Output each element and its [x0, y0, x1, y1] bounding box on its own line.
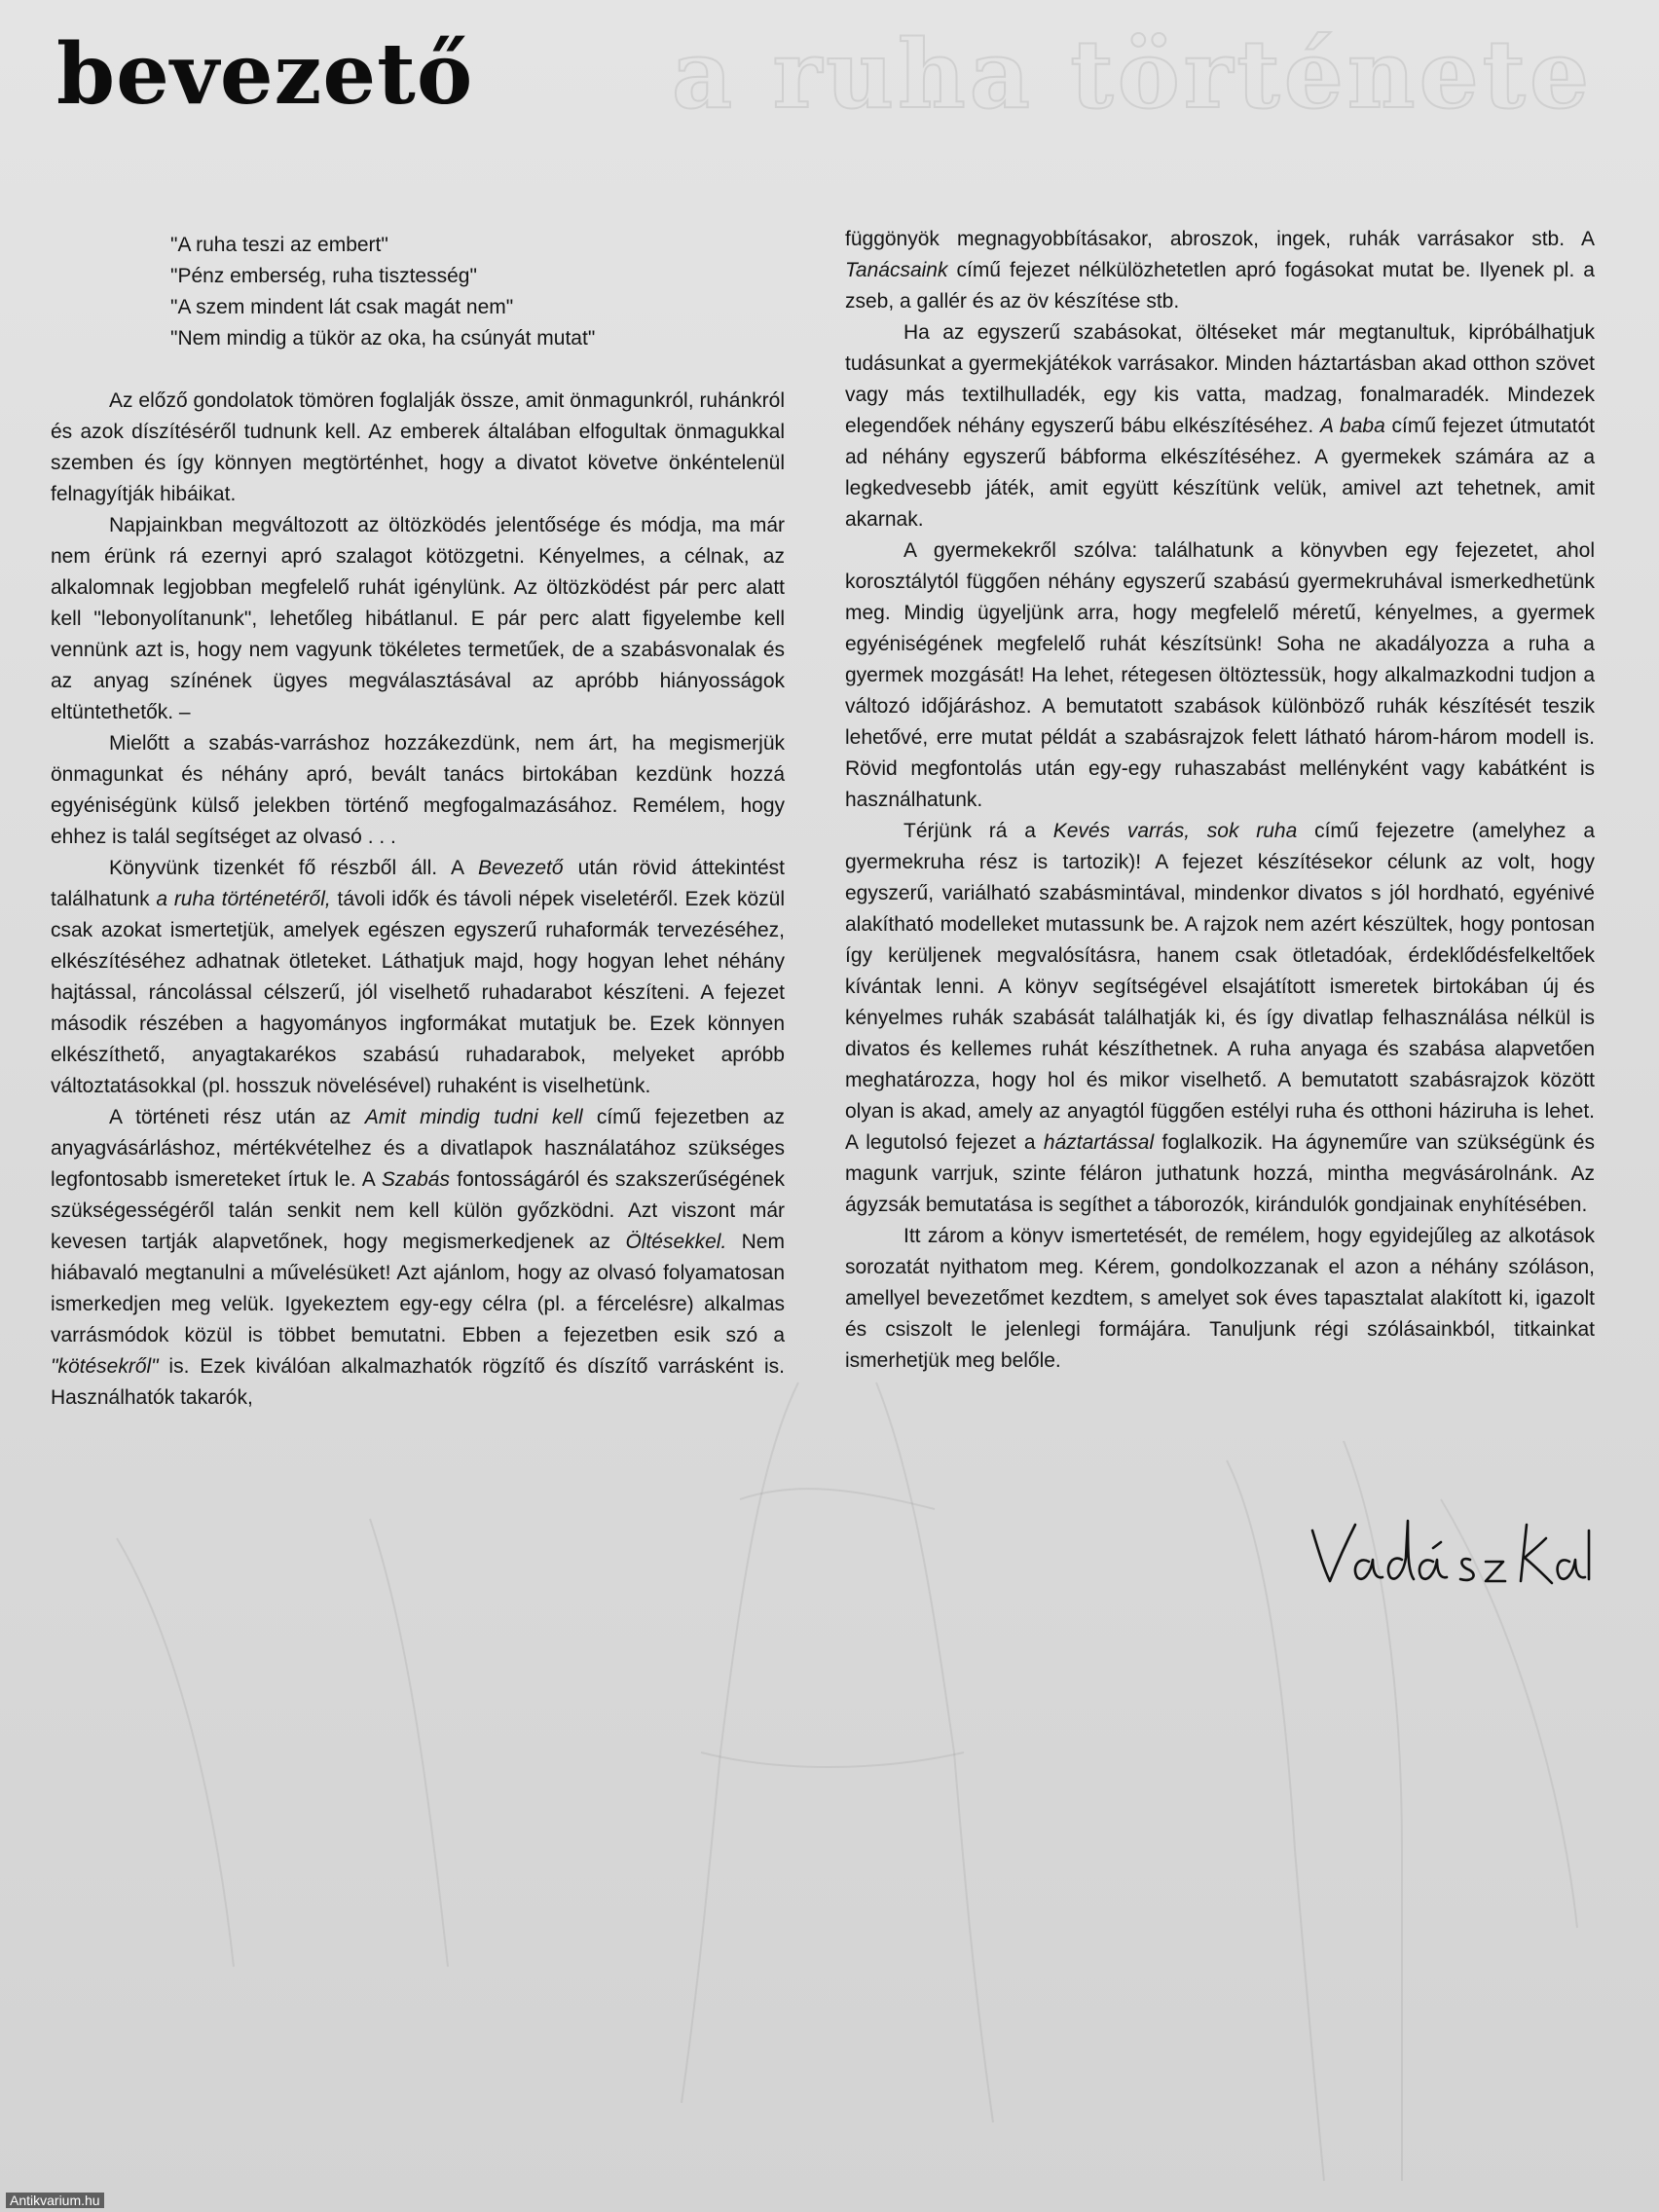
text-run: című fejezetben az anyagvásárláshoz, mértékvételhez és a divatlapok használatához szükséges legfontosabb ismereteket írtuk le. A [51, 1106, 785, 1191]
paragraph: A gyermekekről szólva: találhatunk a könyvben egy fejezetet, ahol korosztálytól függően néhány egyszerű szabású gyermekruhával ismerkedhetünk meg. Mindig ügyeljünk arra, hogy megfelelő méretű, kényelmes, a gyermek egyéniségének megfelelő ruhát készítsünk! Soha ne akadályozza a ruha a gyermek mozgását! Ha lehet, rétegesen öltöztessük, hogy alkalmazkodni tudjon a változó időjáráshoz. A bemutatott szabások különböző ruhák készítését teszik lehetővé, erre mutat példát a szabásrajzok felett látható három-három modell is. Rövid megfontolás után egy-egy ruhaszabást mellényként vagy kabátként is használhatunk. [845, 539, 1595, 811]
text-run: című fejezet nélkülözhetetlen apró fogásokat mutat be. Ilyenek pl. a zseb, a gallér és az öv készítése stb. [845, 259, 1595, 313]
quote-line: "A ruha teszi az embert" [170, 234, 388, 256]
paragraph: Napjainkban megváltozott az öltözködés jelentősége és módja, ma már nem érünk rá ezernyi apró szalagot kötözgetni. Kényelmes, a célnak, az alkalomnak legjobban megfelelő ruhát igénylünk. Az öltözködést pár perc alatt kell "lebonyolítanunk", lehetőleg hibátlanul. E pár perc alatt figyelembe kell vennünk azt is, hogy nem vagyunk tökéletes termetűek, de a szabásvonalak és az anyag színének ügyes megválasztásával az apróbb hiányosságok eltüntethetők. – [51, 514, 785, 723]
chapter-name-italic: Amit mindig tudni kell [364, 1106, 583, 1128]
text-run: Könyvünk tizenkét fő részből áll. A [109, 857, 478, 879]
text-run: Nem hiábavaló megtanulni a művelésüket! Azt ajánlom, hogy az olvasó folyamatosan ismerkedjen meg velük. Igyekeztem egy-egy célra (pl. a fércelésre) alkalmas varrásmódok közül is többet bemutatni. Ebben a fejezetben esik szó a [51, 1231, 785, 1346]
author-signature [1305, 1511, 1597, 1599]
chapter-name-italic: A baba [1320, 415, 1385, 437]
text-run: című fejezetre (amelyhez a gyermekruha rész is tartozik)! A fejezet készítésekor célunk az volt, hogy egyszerű, variálható szabásmintával, mindenkor divatos s jól hordható, egyénivé alakítható modelleket mutassunk be. A rajzok nem azért készültek, hogy pontosan így kerüljenek megvalósításra, hanem csak ötletadóak, érdeklődésfelkeltőek kívántak lenni. A könyv segítségével elsajátított ismeretek birtokában új és kényelmes ruhák szabását találhatják ki, és így divatlap felhasználása nélkül is divatos és kellemes ruhát készíthetnek. A ruha anyaga és szabása alapvetően meghatározza, hogy hol és mikor viselhető. A bemutatott szabásrajzok között olyan is akad, amely az anyagtól függően estélyi ruha és otthoni háziruha is lehet. A legutolsó fejezet a [845, 820, 1595, 1154]
paragraph: Itt zárom a könyv ismertetését, de remélem, hogy egyidejűleg az alkotások sorozatát nyithatom meg. Kérem, gondolkozzanak el azon a néhány szóláson, amellyel bevezetőmet kezdtem, s amelyet sok éves tapasztalat alakított ki, igazolt és csiszolt le jelenlegi formájára. Tanuljunk régi szólásainkból, titkainkat ismerhetjük meg belőle. [845, 1225, 1595, 1372]
page-title: bevezető [56, 25, 474, 124]
text-run: is. Ezek kiválóan alkalmazhatók rögzítő és díszítő varrásként is. Használhatók takarók, [51, 1355, 785, 1409]
paragraph-continued [845, 224, 1595, 317]
chapter-name-italic: Kevés varrás, sok ruha [1052, 820, 1298, 842]
chapter-name-italic: Szabás [381, 1168, 450, 1191]
paragraph: Az előző gondolatok tömören foglalják össze, amit önmagunkról, ruhánkról és azok díszítéséről tudnunk kell. Az emberek általában elfogultak önmagukkal szemben és így könnyen megtörténhet, hogy a divatot követve önkéntelenül felnagyítják hibáikat. [51, 389, 785, 505]
chapter-name-italic: Bevezető [477, 857, 564, 879]
quote-line: "A szem mindent lát csak magát nem" [170, 296, 514, 318]
quote-line: "Pénz emberség, ruha tisztesség" [170, 265, 477, 287]
paragraph: Mielőtt a szabás-varráshoz hozzákezdünk, nem árt, ha megismerjük önmagunkat és néhány apró, bevált tanács birtokában kezdünk hozzá egyéniségünk külső jelekben történő megfogalmazásához. Remélem, hogy ehhez is talál segítséget az olvasó . . . [51, 732, 785, 848]
epigraph-quotes [170, 230, 595, 354]
chapter-name-italic: a ruha történetéről, [156, 888, 331, 910]
paragraph [845, 317, 1595, 535]
paragraph [845, 816, 1595, 1221]
text-run: című fejezet útmutatót ad néhány egyszerű bábforma elkészítéséhez. A gyermekek számára az a legkedvesebb játék, amit együtt készítünk velük, amivel azt tehetnek, amit akarnak. [845, 415, 1595, 531]
text-run: Ha az egyszerű szabásokat, öltéseket már megtanultuk, kipróbálhatjuk tudásunkat a gyermekjátékok varrásakor. Minden háztartásban akad otthon szövet vagy más textilhulladék, egy kis vatta, madzag, fonalmaradék. Mindezek elegendőek néhány egyszerű bábu elkészítéséhez. [845, 321, 1595, 437]
text-run: távoli idők és távoli népek viseletéről. Ezek közül csak azokat ismertetjük, amelyek egészen egyszerű ruhaformák tervezéséhez, elkészítéséhez adhatnak ötleteket. Láthatjuk majd, hogy hogyan lehet néhány hajtással, ráncolással célszerű, jól viselhető ruhadarabot készíteni. A fejezet második részében a hagyományos ingformákat mutatjuk be. Ezek könnyen elkészíthető, anyagtakarékos szabású ruhadarabok, melyeket apróbb változtatásokkal (pl. hosszuk növelésével) ruhaként is viselhetünk. [51, 888, 785, 1097]
ghost-title-show-through: a ruha története [672, 19, 1594, 129]
text-run: A történeti rész után az [109, 1106, 365, 1128]
text-run: függönyök megnagyobbításakor, abroszok, ingek, ruhák varrásakor stb. A [845, 228, 1595, 250]
paragraph [51, 1102, 785, 1414]
ghost-sketch-show-through [0, 1344, 1659, 2200]
text-column-right [845, 224, 1595, 1377]
paragraph [51, 853, 785, 1102]
chapter-name-italic: "kötésekről" [51, 1355, 159, 1378]
text-run: Térjünk rá a [903, 820, 1053, 842]
text-run: foglalkozik. Ha ágyneműre van szükségünk és magunk varrjuk, szinte féláron juthatunk hozzá, mintha megvásárolnánk. Az ágyzsák bemutatása is segíthet a táborozók, kirándulók gondjainak enyhítésében. [845, 1131, 1595, 1216]
text-run: fontosságáról és szakszerűségének szükségességéről talán senkit nem kell külön győzködni. Azt viszont már kevesen tartják alapvetőnek, hogy megismerkedjenek az [51, 1168, 785, 1253]
chapter-name-italic: háztartással [1043, 1131, 1155, 1154]
quote-line: "Nem mindig a tükör az oka, ha csúnyát mutat" [170, 327, 596, 350]
chapter-name-italic: Öltésekkel. [625, 1231, 727, 1253]
text-column-left [51, 386, 785, 1414]
text-run: után rövid áttekintést találhatunk [51, 857, 785, 910]
watermark-footer: Antikvarium.hu [6, 2193, 104, 2208]
chapter-name-italic: Tanácsaink [845, 259, 948, 281]
